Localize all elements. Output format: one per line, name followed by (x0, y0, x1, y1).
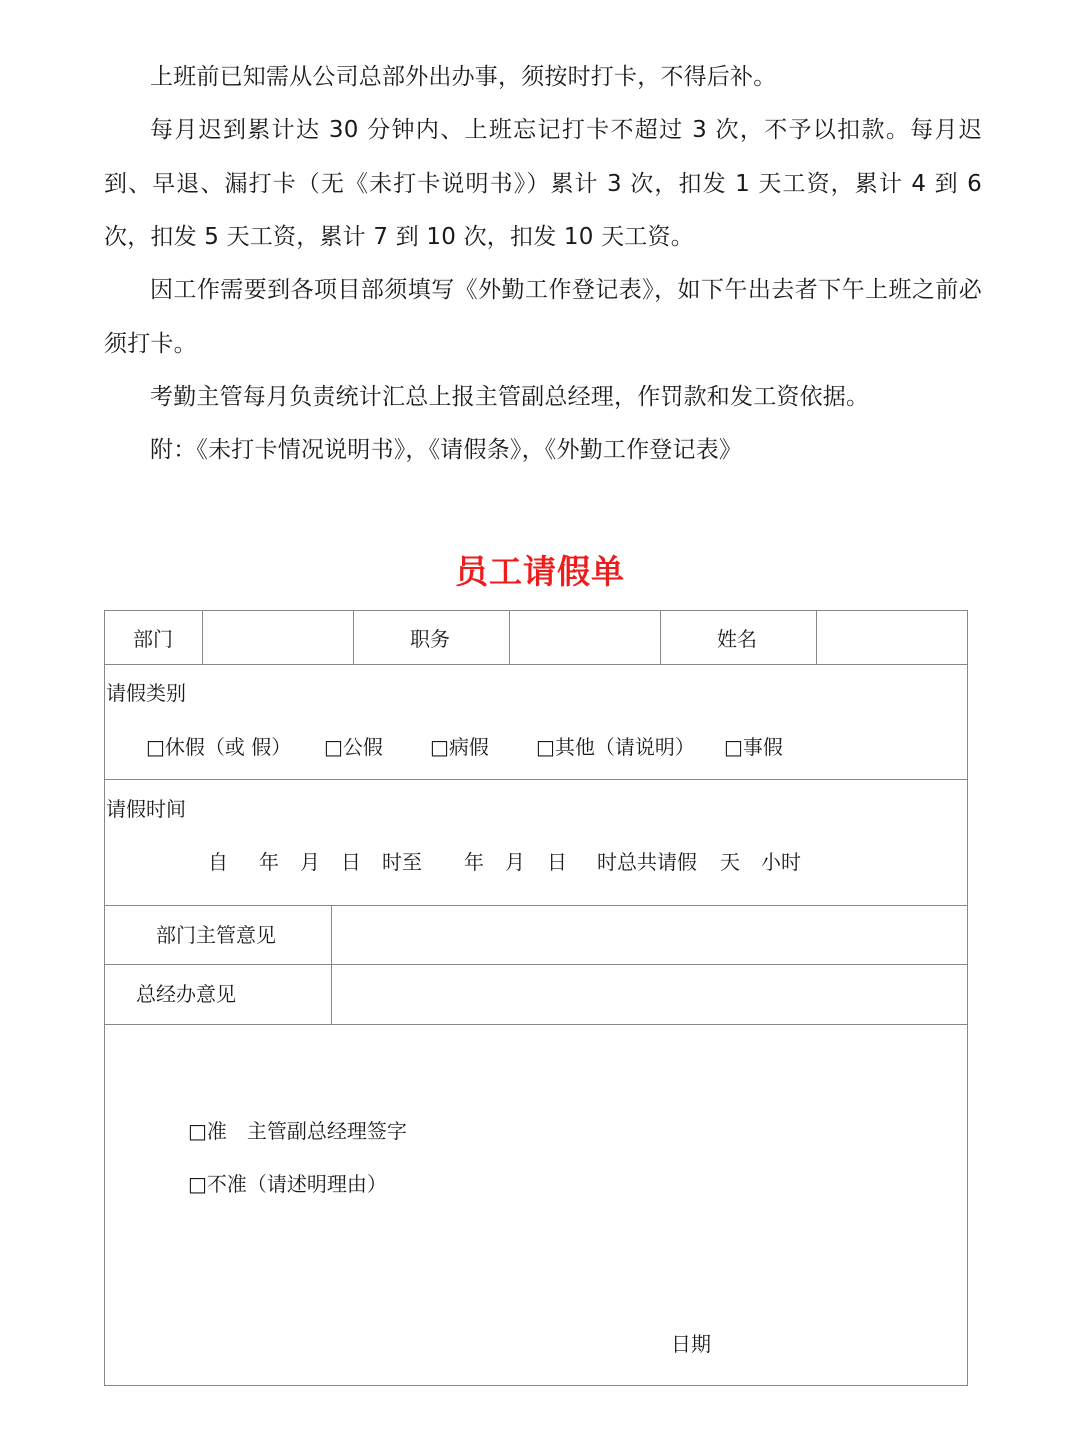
row-divider (105, 664, 967, 665)
leave-type-label: 请假类别 (106, 681, 186, 705)
form-title: 员工请假单 (455, 552, 625, 591)
leave-time-label: 请假时间 (106, 797, 186, 821)
name-label: 姓名 (717, 627, 757, 651)
gm-opinion-field[interactable] (332, 965, 968, 1024)
date-label: 日期 (671, 1332, 711, 1356)
leave-time-from: 自 (208, 850, 228, 874)
row-divider (105, 779, 967, 780)
name-field[interactable] (817, 611, 967, 664)
position-label: 职务 (410, 627, 450, 651)
leave-time-days[interactable]: 天 (720, 850, 740, 874)
leave-time-start-year[interactable]: 年 (259, 850, 279, 874)
gm-opinion-label: 总经办意见 (136, 982, 236, 1006)
leave-type-vacation-option[interactable]: □休假（或 假） (146, 735, 292, 759)
attachments-paragraph: 附：《未打卡情况说明书》，《请假条》，《外勤工作登记表》 (150, 437, 743, 463)
column-divider (353, 611, 354, 664)
reject-checkbox[interactable]: □不准（请述明理由） (188, 1172, 387, 1196)
leave-time-start-month[interactable]: 月 (300, 850, 320, 874)
position-field[interactable] (510, 611, 660, 664)
leave-type-personal-option[interactable]: □事假 (724, 735, 783, 759)
dept-opinion-field[interactable] (332, 906, 968, 964)
leave-type-other-option[interactable]: □其他（请说明） (536, 735, 695, 759)
column-divider (660, 611, 661, 664)
policy-paragraph-4: 考勤主管每月负责统计汇总上报主管副总经理，作罚款和发工资依据。 (150, 384, 870, 410)
leave-time-end-hour-total[interactable]: 时总共请假 (597, 850, 697, 874)
department-field[interactable] (203, 611, 353, 664)
leave-time-hours[interactable]: 小时 (761, 850, 801, 874)
leave-time-end-month[interactable]: 月 (505, 850, 525, 874)
policy-paragraph-3: 因工作需要到各项目部须填写《外勤工作登记表》，如下午出去者下午上班之前必须打卡。 (104, 277, 982, 357)
leave-time-end-day[interactable]: 日 (547, 850, 567, 874)
policy-paragraph-1: 上班前已知需从公司总部外出办事，须按时打卡，不得后补。 (150, 64, 777, 90)
dept-opinion-label: 部门主管意见 (156, 923, 276, 947)
leave-type-sick-option[interactable]: □病假 (430, 735, 489, 759)
row-divider (105, 1024, 967, 1025)
department-label: 部门 (133, 627, 173, 651)
policy-paragraph-2: 每月迟到累计达 30 分钟内、上班忘记打卡不超过 3 次，不予以扣款。每月迟到、早退、漏打卡（无《未打卡说明书》）累计 3 次，扣发 1 天工资，累计 4 到 6 次，扣发 5 天工资，累计 7 到 10 次，扣发 10 天工资。 (104, 117, 982, 250)
leave-type-official-option[interactable]: □公假 (324, 735, 383, 759)
leave-time-end-year[interactable]: 年 (464, 850, 484, 874)
leave-form (104, 610, 968, 1386)
leave-time-start-day[interactable]: 日 (341, 850, 361, 874)
approve-checkbox[interactable]: □准 主管副总经理签字 (188, 1119, 407, 1143)
leave-time-start-hour[interactable]: 时至 (382, 850, 422, 874)
